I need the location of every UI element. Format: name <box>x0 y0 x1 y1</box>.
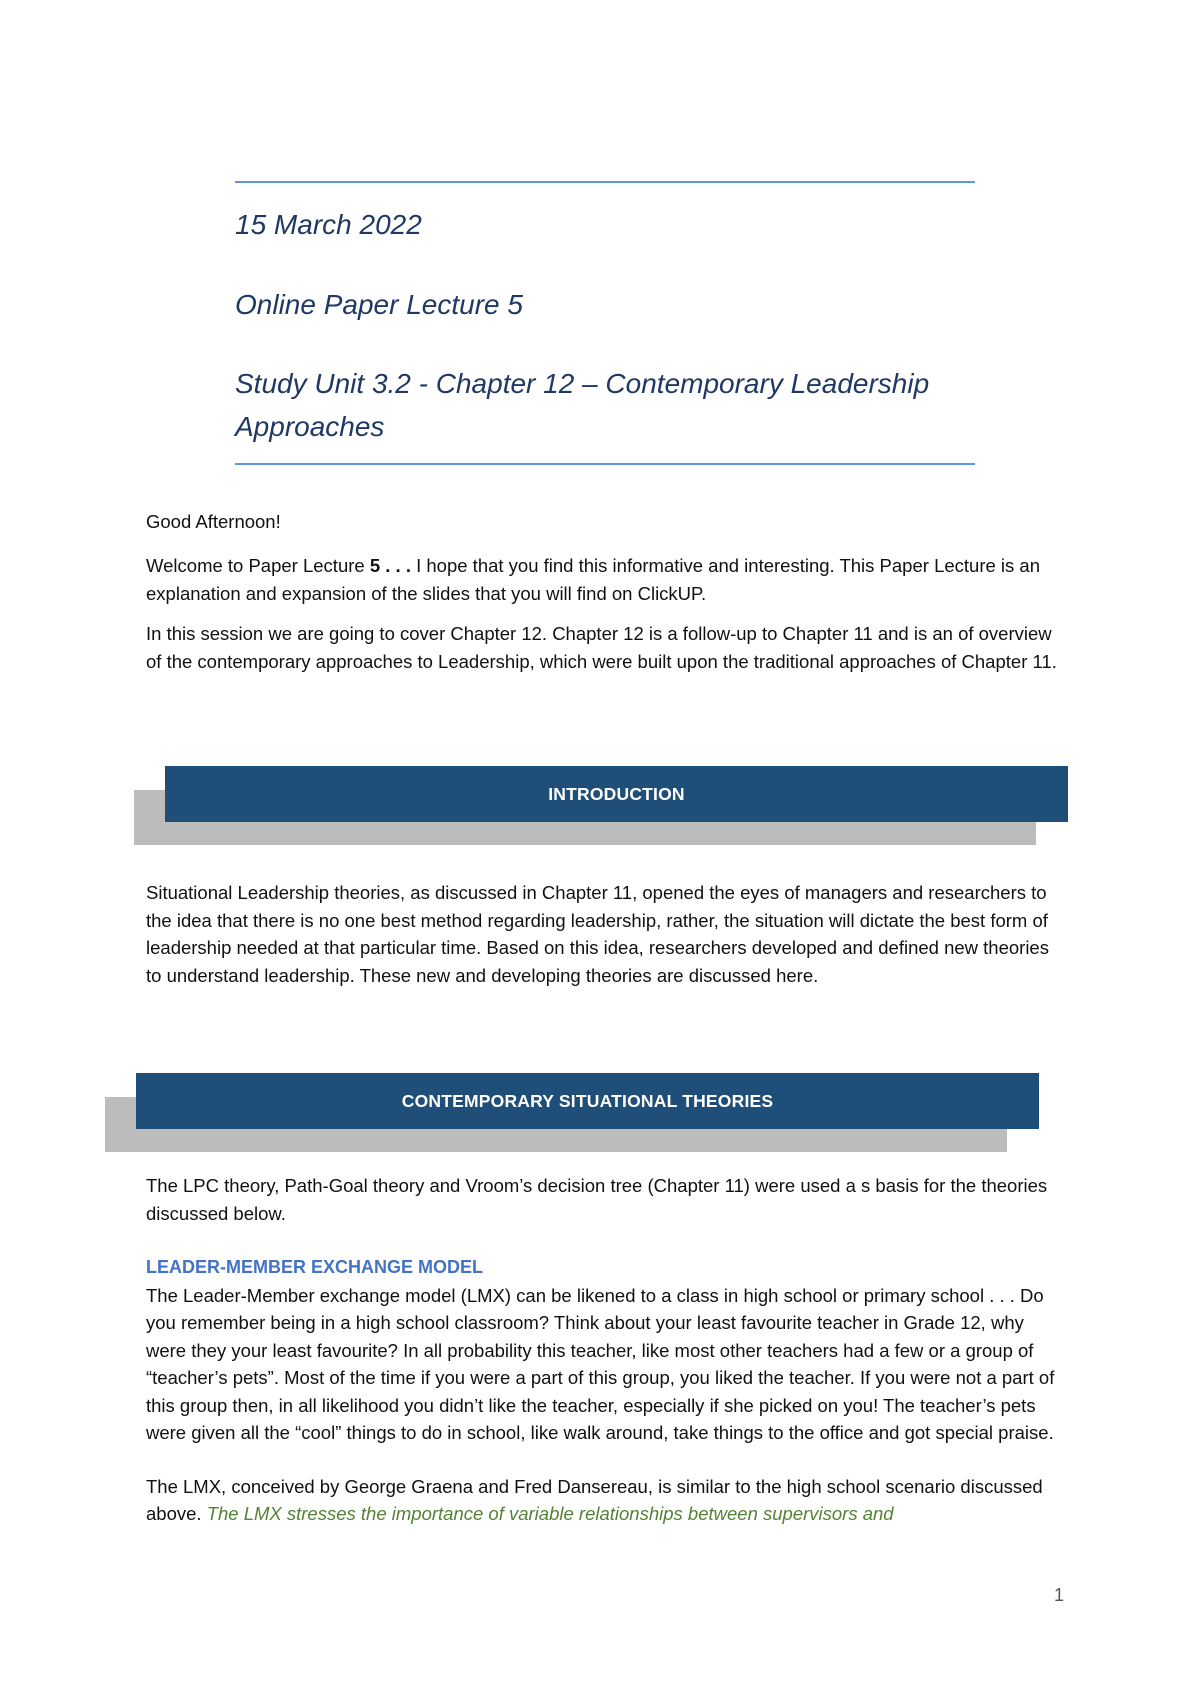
welcome-text-start: Welcome to Paper Lecture <box>146 555 370 576</box>
lmx-subheading: LEADER-MEMBER EXCHANGE MODEL <box>146 1257 484 1277</box>
lmx-section <box>146 1254 1066 1528</box>
header-study-unit-line-1: Study Unit 3.2 - Chapter 12 – Contemporary Leadership <box>235 368 930 399</box>
contemporary-text: The LPC theory, Path-Goal theory and Vroom’s decision tree (Chapter 11) were used a s basis for the theories discussed below. <box>146 1175 1048 1224</box>
introduction-text: Situational Leadership theories, as discussed in Chapter 11, opened the eyes of managers and researchers to the idea that there is no one best method regarding leadership, rather, the situation will dictate the best form of leadership needed at that particular time. Based on this idea, researchers developed and defined new theories to understand leadership. These new and developing theories are discussed here. <box>146 882 1049 986</box>
greeting <box>146 508 1066 536</box>
lmx-emphasis-text: The LMX stresses the importance of variable relationships between supervisors and <box>206 1503 894 1524</box>
header-lecture-title: Online Paper Lecture 5 <box>235 289 523 320</box>
welcome-paragraph <box>146 552 1066 607</box>
lmx-paragraph-2 <box>146 1473 1066 1528</box>
greeting-text: Good Afternoon! <box>146 511 281 532</box>
welcome-text-end: I hope that you find this informative and interesting. This Paper Lecture is an explanation and expansion of the slides that you will find on ClickUP. <box>146 555 1040 604</box>
header-date: 15 March 2022 <box>235 209 422 240</box>
session-intro-text: In this session we are going to cover Chapter 12. Chapter 12 is a follow-up to Chapter 11 and is an of overview of the contemporary approaches to Leadership, which were built upon the traditional approaches of Chapter 11. <box>146 623 1057 672</box>
session-intro-paragraph <box>146 620 1066 675</box>
introduction-title: INTRODUCTION <box>548 783 685 804</box>
introduction-banner <box>165 766 1068 822</box>
lmx-paragraph-2-text: The LMX, conceived by George Graena and Fred Dansereau, is similar to the high school scenario discussed above. <box>146 1475 1043 1524</box>
welcome-lecture-number: 5 . . . <box>369 555 411 576</box>
contemporary-title: CONTEMPORARY SITUATIONAL THEORIES <box>401 1090 774 1111</box>
lmx-paragraph-1: The Leader-Member exchange model (LMX) can be likened to a class in high school or primary school . . . Do you remember being in a high school classroom? Think about your least favourite teacher in Grade 12, why were they your least favourite? In all probability this teacher, like most other teachers had a few or a group of “teacher’s pets”. Most of the time if you were a part of this group, you liked the teacher. If you were not a part of this group then, in all likelihood you didn’t like the teacher, especially if she picked on you! The teacher’s pets were given all the “cool” things to do in school, like walk around, take things to the office and got special praise. <box>146 1284 1055 1443</box>
header-study-unit-line-2: Approaches <box>235 411 385 442</box>
contemporary-banner <box>136 1073 1039 1129</box>
page-number: 1 <box>1053 1585 1064 1605</box>
introduction-paragraph <box>146 879 1066 989</box>
top-rule <box>235 181 975 183</box>
contemporary-paragraph <box>146 1172 1066 1227</box>
bottom-rule <box>235 463 975 465</box>
